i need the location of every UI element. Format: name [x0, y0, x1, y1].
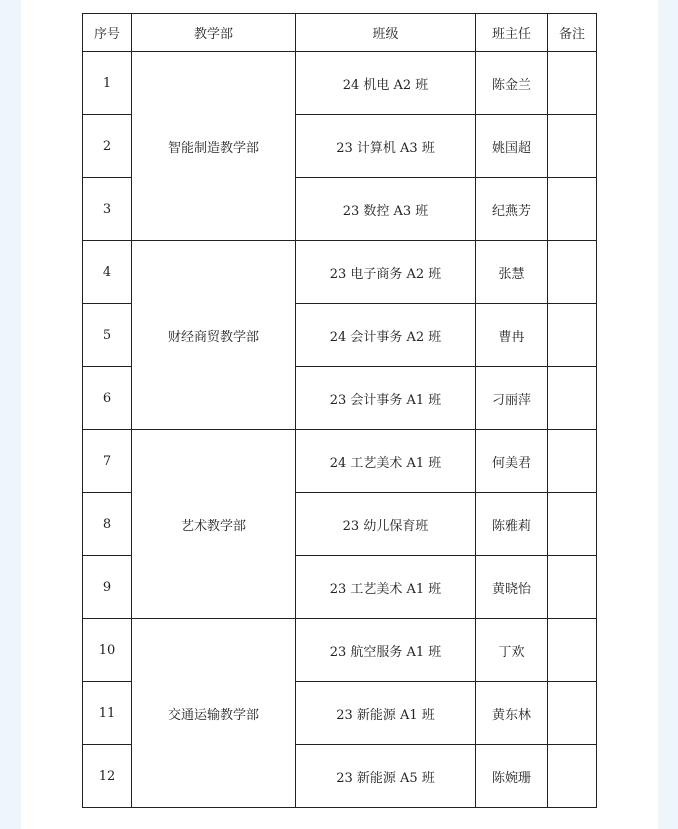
row-index: 7: [83, 430, 132, 493]
class-name: 23 电子商务 A2 班: [296, 241, 476, 304]
row-index: 3: [83, 178, 132, 241]
teacher-name: 张慧: [476, 241, 548, 304]
teacher-name: 曹冉: [476, 304, 548, 367]
class-name: 24 会计事务 A2 班: [296, 304, 476, 367]
row-index: 11: [83, 682, 132, 745]
note-cell: [548, 178, 597, 241]
department-cell: 交通运输教学部: [132, 619, 296, 808]
teacher-name: 黄东林: [476, 682, 548, 745]
class-name: 23 会计事务 A1 班: [296, 367, 476, 430]
table-row: [83, 619, 597, 682]
row-index: 5: [83, 304, 132, 367]
table-row: [83, 52, 597, 115]
class-name: 23 新能源 A5 班: [296, 745, 476, 808]
department-cell: 艺术教学部: [132, 430, 296, 619]
header-row: [83, 14, 597, 52]
row-index: 10: [83, 619, 132, 682]
row-index: 9: [83, 556, 132, 619]
class-name: 24 机电 A2 班: [296, 52, 476, 115]
class-name: 23 幼儿保育班: [296, 493, 476, 556]
note-cell: [548, 52, 597, 115]
department-cell: 财经商贸教学部: [132, 241, 296, 430]
table-row: [83, 430, 597, 493]
teacher-name: 何美君: [476, 430, 548, 493]
note-cell: [548, 682, 597, 745]
class-name: 24 工艺美术 A1 班: [296, 430, 476, 493]
table-row: [83, 241, 597, 304]
teacher-name: 陈雅莉: [476, 493, 548, 556]
note-cell: [548, 619, 597, 682]
class-name: 23 数控 A3 班: [296, 178, 476, 241]
teacher-name: 黄晓怡: [476, 556, 548, 619]
note-cell: [548, 493, 597, 556]
header-index: 序号: [83, 14, 132, 52]
header-department: 教学部: [132, 14, 296, 52]
class-name: 23 新能源 A1 班: [296, 682, 476, 745]
class-name: 23 航空服务 A1 班: [296, 619, 476, 682]
header-class: 班级: [296, 14, 476, 52]
row-index: 6: [83, 367, 132, 430]
note-cell: [548, 304, 597, 367]
note-cell: [548, 745, 597, 808]
teacher-name: 姚国超: [476, 115, 548, 178]
note-cell: [548, 115, 597, 178]
row-index: 1: [83, 52, 132, 115]
note-cell: [548, 430, 597, 493]
teacher-name: 陈金兰: [476, 52, 548, 115]
class-name: 23 工艺美术 A1 班: [296, 556, 476, 619]
row-index: 8: [83, 493, 132, 556]
row-index: 12: [83, 745, 132, 808]
note-cell: [548, 556, 597, 619]
department-cell: 智能制造教学部: [132, 52, 296, 241]
teacher-name: 纪燕芳: [476, 178, 548, 241]
teacher-name: 刁丽萍: [476, 367, 548, 430]
document-page: [21, 0, 658, 829]
row-index: 2: [83, 115, 132, 178]
row-index: 4: [83, 241, 132, 304]
class-teacher-table: [82, 13, 597, 808]
teacher-name: 陈婉珊: [476, 745, 548, 808]
note-cell: [548, 367, 597, 430]
class-name: 23 计算机 A3 班: [296, 115, 476, 178]
header-teacher: 班主任: [476, 14, 548, 52]
note-cell: [548, 241, 597, 304]
header-note: 备注: [548, 14, 597, 52]
teacher-name: 丁欢: [476, 619, 548, 682]
